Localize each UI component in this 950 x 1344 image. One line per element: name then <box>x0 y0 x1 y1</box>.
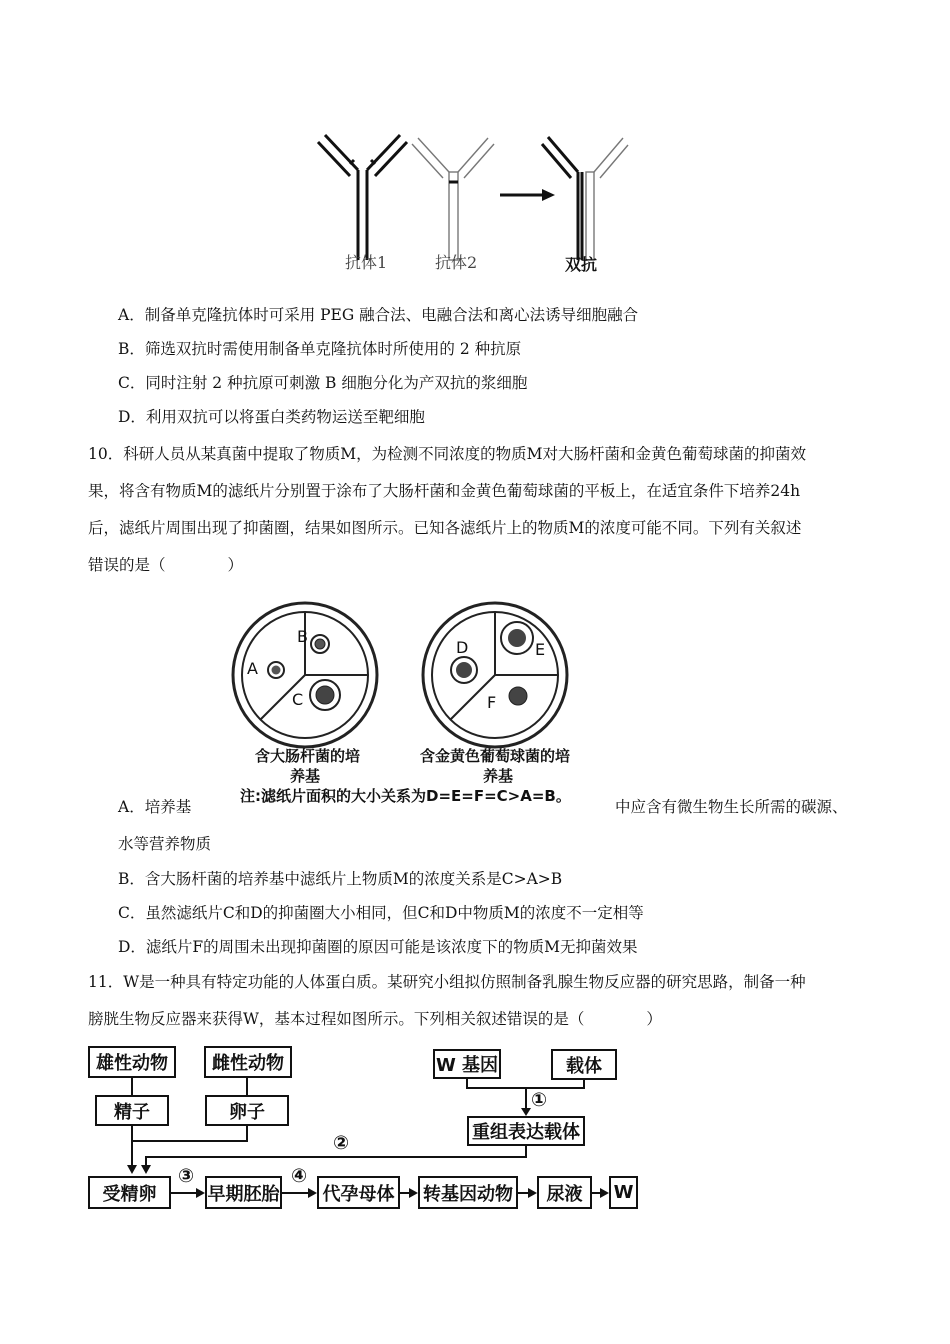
box-male-animal: 雄性动物 <box>88 1046 176 1078</box>
q9-option-a: A．制备单克隆抗体时可采用 PEG 融合法、电融合法和离心法诱导细胞融合 <box>118 306 639 324</box>
plate1-label-c: C <box>292 690 304 709</box>
box-transgenic-animal: 转基因动物 <box>418 1176 518 1209</box>
q10-option-c: C．虽然滤纸片C和D的抑菌圈大小相同，但C和D中物质M的浓度不一定相等 <box>118 904 644 922</box>
box-egg: 卵子 <box>205 1095 289 1126</box>
q9-option-c: C．同时注射 2 种抗原可刺激 B 细胞分化为产双抗的浆细胞 <box>118 374 528 392</box>
plate1-caption-2: 养基 <box>290 767 321 785</box>
q10-stem-line-3: 后，滤纸片周围出现了抑菌圈，结果如图所示。已知各滤纸片上的物质M的浓度可能不同。下列有关叙述 <box>88 519 802 537</box>
box-female-animal: 雌性动物 <box>204 1046 292 1078</box>
plate2-label-e: E <box>535 640 546 659</box>
q11-stem-line-1: 11．W是一种具有特定功能的人体蛋白质。某研究小组拟仿照制备乳腺生物反应器的研究思路，制备一种 <box>88 973 806 991</box>
step-4-label: ④ <box>291 1165 308 1187</box>
box-w-gene: W 基因 <box>433 1049 501 1079</box>
figure-note: 注:滤纸片面积的大小关系为D=E=F=C>A=B。 <box>240 787 571 805</box>
plate2-caption-2: 养基 <box>483 767 514 785</box>
step-3-label: ③ <box>178 1165 195 1187</box>
plate1-caption-1: 含大肠杆菌的培 <box>255 747 361 765</box>
box-early-embryo: 早期胚胎 <box>205 1176 282 1209</box>
q10-option-d: D．滤纸片F的周围未出现抑菌圈的原因可能是该浓度下的物质M无抑菌效果 <box>118 938 638 956</box>
plate2-label-d: D <box>456 638 469 657</box>
antibody-2-label: 抗体2 <box>435 253 478 272</box>
box-vector: 载体 <box>551 1049 617 1080</box>
box-urine: 尿液 <box>537 1176 592 1209</box>
step-1-label: ① <box>531 1089 548 1111</box>
plate1-label-b: B <box>297 627 308 646</box>
q10-option-b: B．含大肠杆菌的培养基中滤纸片上物质M的浓度关系是C>A>B <box>118 870 563 888</box>
box-recombinant-vector: 重组表达载体 <box>467 1116 585 1146</box>
box-sperm: 精子 <box>95 1095 169 1126</box>
plate1-label-a: A <box>247 659 258 678</box>
q10-option-a-end: 中应含有微生物生长所需的碳源、 <box>615 798 848 816</box>
box-surrogate-mother: 代孕母体 <box>317 1176 400 1209</box>
step-2-label: ② <box>333 1132 350 1154</box>
q9-option-b: B．筛选双抗时需使用制备单克隆抗体时所使用的 2 种抗原 <box>118 340 522 358</box>
plate2-caption-1: 含金黄色葡萄球菌的培 <box>420 747 571 765</box>
q11-stem-line-2: 膀胱生物反应器来获得W，基本过程如图所示。下列相关叙述错误的是（ ） <box>88 1010 662 1028</box>
antibody-1-label: 抗体1 <box>345 253 388 272</box>
q10-stem-line-1: 10．科研人员从某真菌中提取了物质M，为检测不同浓度的物质M对大肠杆菌和金黄色葡萄球菌的抑菌效 <box>88 445 806 463</box>
q10-option-a-cont: 水等营养物质 <box>118 835 212 853</box>
plate2-label-f: F <box>487 693 497 712</box>
bispecific-label: 双抗 <box>565 255 598 274</box>
q9-option-d: D．利用双抗可以将蛋白类药物运送至靶细胞 <box>118 408 425 426</box>
box-zygote: 受精卵 <box>88 1176 171 1209</box>
q10-stem-line-4: 错误的是（ ） <box>88 556 244 574</box>
q10-option-a-start: A．培养基 <box>118 798 192 816</box>
q10-stem-line-2: 果，将含有物质M的滤纸片分别置于涂布了大肠杆菌和金黄色葡萄球菌的平板上，在适宜条件下培养24h <box>88 482 801 500</box>
box-w-product: W <box>609 1176 638 1209</box>
